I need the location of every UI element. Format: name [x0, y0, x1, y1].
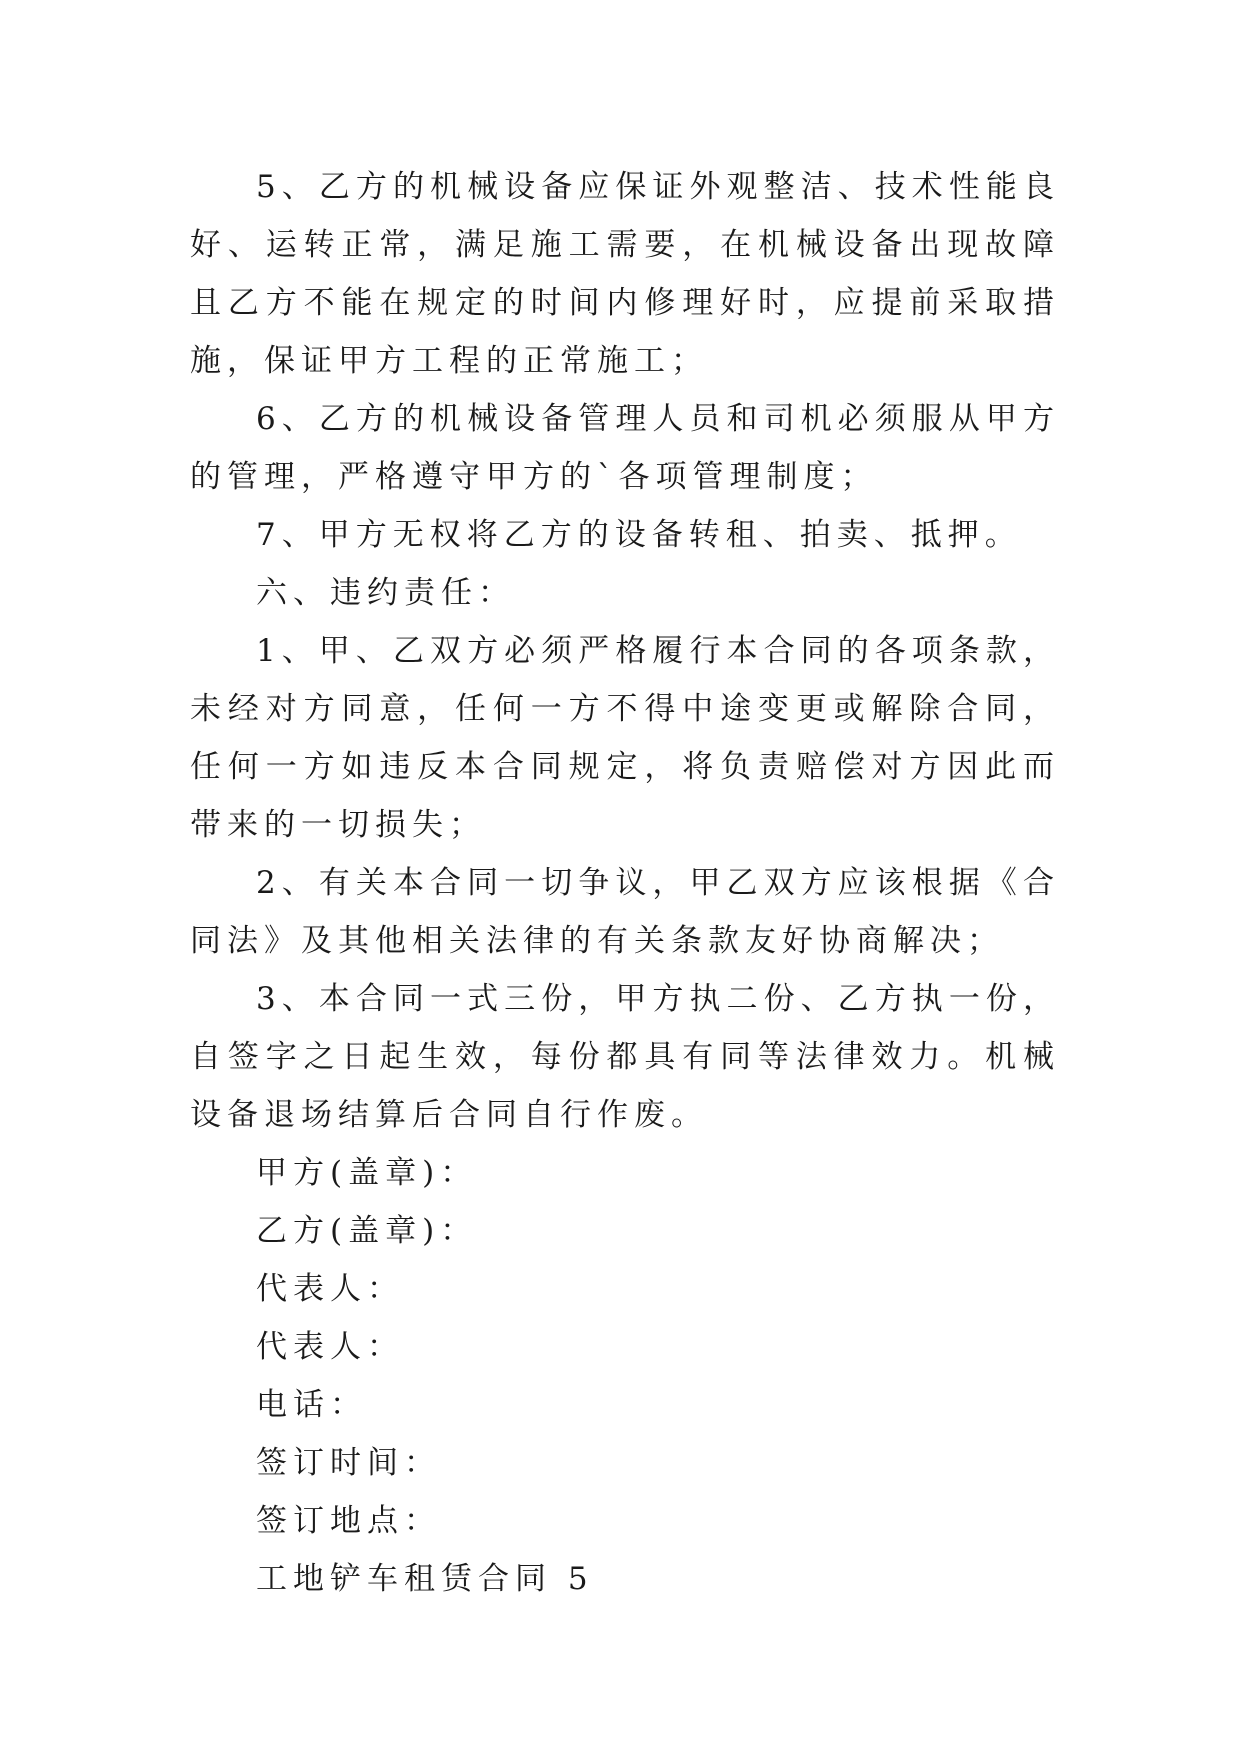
party-b-seal-line: 乙方(盖章)： — [256, 1213, 478, 1249]
party-a-seal-line: 甲方(盖章)： — [256, 1155, 478, 1191]
phone-line: 电话： — [256, 1387, 367, 1423]
signing-place-line: 签订地点： — [256, 1503, 441, 1539]
clause-7: 7、甲方无权将乙方的设备转租、拍卖、抵押。 — [256, 517, 1022, 553]
document-body — [190, 158, 1060, 1608]
breach-clause-2: 2、有关本合同一切争议，甲乙双方应该根据《合同法》及其他相关法律的有关条款友好协商解决； — [190, 865, 1060, 959]
section-heading-breach: 六、违约责任： — [256, 575, 515, 611]
next-contract-title: 工地铲车租赁合同 5 — [256, 1561, 594, 1597]
breach-clause-3: 3、本合同一式三份，甲方执二份、乙方执一份，自签字之日起生效，每份都具有同等法律效力。机械设备退场结算后合同自行作废。 — [190, 981, 1060, 1133]
representative-line-a: 代表人： — [256, 1271, 404, 1307]
clause-5: 5、乙方的机械设备应保证外观整洁、技术性能良好、运转正常，满足施工需要，在机械设备出现故障且乙方不能在规定的时间内修理好时，应提前采取措施，保证甲方工程的正常施工； — [190, 169, 1060, 379]
signing-date-line: 签订时间： — [256, 1445, 441, 1481]
clause-6: 6、乙方的机械设备管理人员和司机必须服从甲方的管理，严格遵守甲方的`各项管理制度； — [190, 401, 1060, 495]
breach-clause-1: 1、甲、乙双方必须严格履行本合同的各项条款，未经对方同意，任何一方不得中途变更或解除合同，任何一方如违反本合同规定，将负责赔偿对方因此而带来的一切损失； — [190, 633, 1060, 843]
representative-line-b: 代表人： — [256, 1329, 404, 1365]
